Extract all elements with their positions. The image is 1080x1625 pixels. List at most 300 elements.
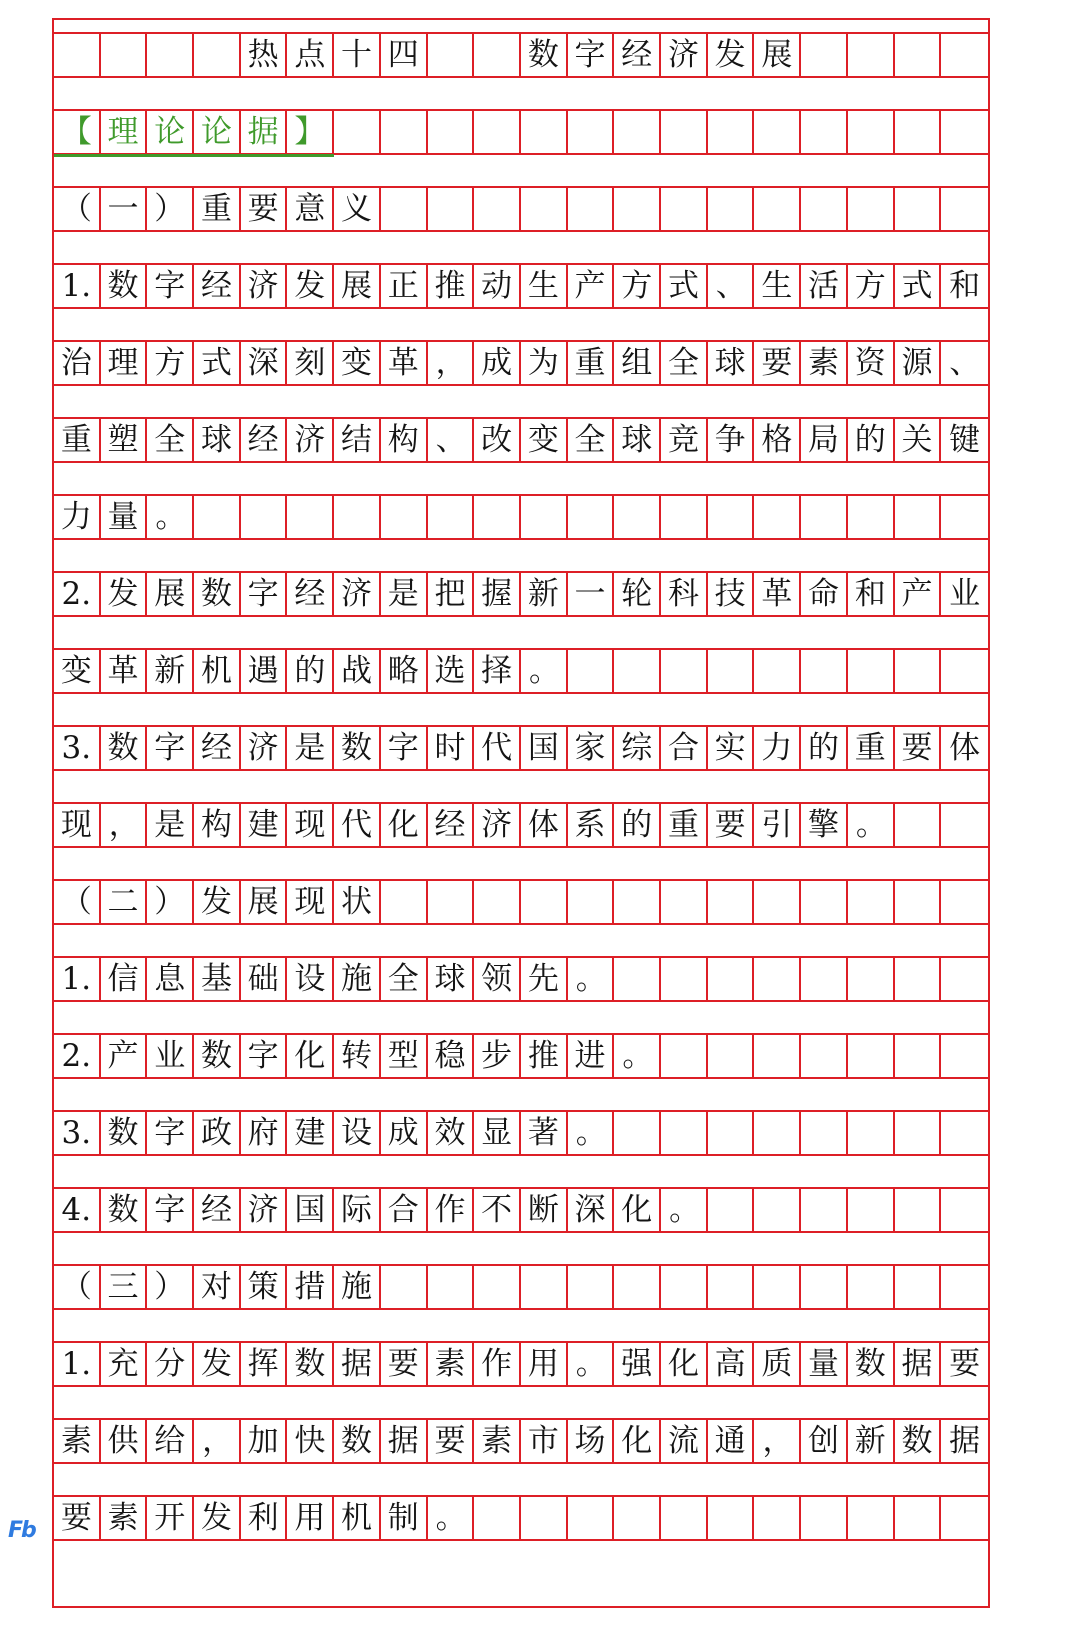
grid-cell-empty xyxy=(941,1497,988,1539)
grid-cell-empty xyxy=(614,1497,661,1539)
character-text: 先 xyxy=(527,960,559,997)
grid-character xyxy=(241,958,288,1000)
grid-character xyxy=(521,727,568,769)
grid-character xyxy=(895,1343,942,1385)
grid-row xyxy=(54,1264,988,1310)
character-text: 展 xyxy=(247,883,279,920)
grid-cell-empty xyxy=(755,111,802,153)
character-text: （ xyxy=(60,1268,92,1305)
grid-cell-empty xyxy=(614,958,661,1000)
character-text: 策 xyxy=(247,1268,279,1305)
grid-row xyxy=(54,32,988,78)
grid-row xyxy=(54,648,988,694)
character-text: 变 xyxy=(527,421,559,458)
character-text: 化 xyxy=(621,1191,653,1228)
grid-character xyxy=(147,1343,194,1385)
character-text: 数 xyxy=(107,729,139,766)
grid-character xyxy=(194,881,241,923)
grid-character xyxy=(521,958,568,1000)
grid-character xyxy=(708,573,755,615)
grid-character xyxy=(101,573,148,615)
character-text: 推 xyxy=(434,267,466,304)
character-text: 供 xyxy=(107,1422,139,1459)
character-text: 、 xyxy=(715,267,747,304)
grid-character xyxy=(474,1189,521,1231)
grid-character xyxy=(101,1343,148,1385)
grid-cell-empty xyxy=(801,1035,848,1077)
grid-cell-empty xyxy=(848,1112,895,1154)
character-text: 力 xyxy=(60,498,92,535)
grid-character xyxy=(801,1343,848,1385)
grid-character xyxy=(848,727,895,769)
character-text: 论 xyxy=(154,113,186,150)
grid-character xyxy=(521,342,568,384)
character-text: 选 xyxy=(434,652,466,689)
grid-character xyxy=(288,881,335,923)
grid-character xyxy=(848,573,895,615)
grid-character xyxy=(661,265,708,307)
grid-character xyxy=(194,958,241,1000)
character-text: 快 xyxy=(294,1422,326,1459)
character-text: 热 xyxy=(247,36,279,73)
character-text: 遇 xyxy=(247,652,279,689)
character-text: 全 xyxy=(574,421,606,458)
character-text: 键 xyxy=(949,421,981,458)
character-text: 信 xyxy=(107,960,139,997)
grid-character xyxy=(54,1035,101,1077)
grid-row xyxy=(54,802,988,848)
grid-character xyxy=(661,804,708,846)
grid-cell-empty xyxy=(568,188,615,230)
character-text: 化 xyxy=(621,1422,653,1459)
grid-character xyxy=(241,342,288,384)
grid-character xyxy=(474,958,521,1000)
character-text: 新 xyxy=(527,575,559,612)
character-text: 素 xyxy=(60,1422,92,1459)
grid-cell-empty xyxy=(614,1266,661,1308)
grid-cell-empty xyxy=(428,881,475,923)
character-text: 、 xyxy=(435,421,467,458)
grid-cell-empty xyxy=(848,1189,895,1231)
grid-character xyxy=(801,804,848,846)
grid-cell-empty xyxy=(801,1266,848,1308)
grid-character xyxy=(241,727,288,769)
grid-cell-empty xyxy=(755,496,802,538)
character-text: 建 xyxy=(247,806,279,843)
character-text: 经 xyxy=(434,806,466,843)
grid-character xyxy=(801,727,848,769)
character-text: 展 xyxy=(341,267,373,304)
grid-cell-empty xyxy=(614,650,661,692)
character-text: 要 xyxy=(949,1345,981,1382)
grid-character xyxy=(708,804,755,846)
grid-character xyxy=(755,804,802,846)
grid-character xyxy=(614,419,661,461)
character-text: 质 xyxy=(761,1345,793,1382)
grid-cell-empty xyxy=(801,1497,848,1539)
grid-character xyxy=(568,958,615,1000)
grid-character xyxy=(474,265,521,307)
grid-character xyxy=(334,1112,381,1154)
grid-cell-empty xyxy=(848,881,895,923)
character-text: 理 xyxy=(107,113,139,150)
grid-character xyxy=(54,727,101,769)
character-text: 是 xyxy=(294,729,326,766)
character-text: 式 xyxy=(667,267,699,304)
grid-character xyxy=(801,419,848,461)
character-text: 全 xyxy=(667,344,699,381)
character-text: 挥 xyxy=(247,1345,279,1382)
character-text: 局 xyxy=(808,421,840,458)
character-text: 竞 xyxy=(667,421,699,458)
character-text: 要 xyxy=(387,1345,419,1382)
grid-cell-empty xyxy=(941,1035,988,1077)
grid-character xyxy=(288,1420,335,1462)
grid-character xyxy=(334,1420,381,1462)
grid-character xyxy=(241,804,288,846)
character-text: 数 xyxy=(341,1422,373,1459)
character-text: 充 xyxy=(107,1345,139,1382)
grid-character xyxy=(54,804,101,846)
character-text: 济 xyxy=(247,1191,279,1228)
character-text: 素 xyxy=(808,344,840,381)
grid-cell-empty xyxy=(101,34,148,76)
grid-cell-empty xyxy=(474,881,521,923)
character-text: 革 xyxy=(761,575,793,612)
grid-character xyxy=(194,1112,241,1154)
character-text: 素 xyxy=(107,1499,139,1536)
character-text: 擎 xyxy=(808,806,840,843)
grid-cell-empty xyxy=(895,1266,942,1308)
grid-character xyxy=(334,573,381,615)
character-text: 要 xyxy=(901,729,933,766)
grid-row xyxy=(54,494,988,540)
grid-character xyxy=(194,1420,241,1462)
character-text: 府 xyxy=(247,1114,279,1151)
grid-character xyxy=(147,727,194,769)
grid-character xyxy=(334,804,381,846)
character-text: 数 xyxy=(200,1037,232,1074)
grid-cell-empty xyxy=(708,650,755,692)
grid-cell-empty xyxy=(521,111,568,153)
grid-cell-empty xyxy=(941,881,988,923)
brand-logo: Fb xyxy=(8,1518,35,1543)
grid-character xyxy=(614,265,661,307)
grid-cell-empty xyxy=(708,188,755,230)
character-text: 【 xyxy=(60,113,92,150)
character-text: 和 xyxy=(949,267,981,304)
grid-cell-empty xyxy=(801,496,848,538)
grid-cell-empty xyxy=(941,1266,988,1308)
character-text: 场 xyxy=(574,1422,606,1459)
grid-character xyxy=(428,1035,475,1077)
grid-cell-empty xyxy=(708,1497,755,1539)
character-text: 现 xyxy=(294,883,326,920)
grid-character xyxy=(848,265,895,307)
character-text: 数 xyxy=(107,1114,139,1151)
character-text: 一 xyxy=(574,575,606,612)
grid-character xyxy=(848,342,895,384)
grid-row xyxy=(54,263,988,309)
character-text: 字 xyxy=(154,267,186,304)
grid-character xyxy=(568,804,615,846)
grid-character xyxy=(381,1112,428,1154)
character-text: 把 xyxy=(434,575,466,612)
grid-cell-empty xyxy=(568,1266,615,1308)
character-text: 产 xyxy=(574,267,606,304)
grid-character xyxy=(334,419,381,461)
grid-character xyxy=(101,1112,148,1154)
grid-cell-empty xyxy=(428,34,475,76)
character-text: 利 xyxy=(247,1499,279,1536)
character-text: 重 xyxy=(200,190,232,227)
grid-character xyxy=(381,958,428,1000)
character-text: 型 xyxy=(387,1037,419,1074)
grid-character xyxy=(147,881,194,923)
character-text: 实 xyxy=(714,729,746,766)
grid-cell-empty xyxy=(381,1266,428,1308)
grid-character xyxy=(568,34,615,76)
character-text: 家 xyxy=(574,729,606,766)
character-text: 球 xyxy=(434,960,466,997)
character-text: 合 xyxy=(387,1191,419,1228)
character-text: 战 xyxy=(341,652,373,689)
grid-cell-empty xyxy=(568,881,615,923)
character-text: 经 xyxy=(200,1191,232,1228)
grid-character xyxy=(147,1497,194,1539)
grid-character xyxy=(194,265,241,307)
grid-character xyxy=(614,727,661,769)
grid-cell-empty xyxy=(755,1497,802,1539)
grid-character xyxy=(848,419,895,461)
grid-character xyxy=(428,419,475,461)
character-text: 新 xyxy=(154,652,186,689)
grid-character xyxy=(288,342,335,384)
grid-character xyxy=(614,1189,661,1231)
grid-character xyxy=(521,650,568,692)
grid-row xyxy=(54,186,988,232)
grid-character xyxy=(54,958,101,1000)
grid-character xyxy=(54,1266,101,1308)
grid-cell-empty xyxy=(614,1112,661,1154)
heading-underline xyxy=(54,154,334,157)
grid-character xyxy=(941,573,988,615)
character-text: 。 xyxy=(622,1037,654,1074)
grid-character xyxy=(568,265,615,307)
grid-cell-empty xyxy=(755,1035,802,1077)
character-text: 1. xyxy=(61,1345,92,1382)
character-text: 。 xyxy=(575,1345,607,1382)
character-text: （ xyxy=(60,883,92,920)
character-text: 流 xyxy=(667,1422,699,1459)
grid-character xyxy=(101,1420,148,1462)
grid-character xyxy=(101,1189,148,1231)
character-text: 著 xyxy=(527,1114,559,1151)
grid-character xyxy=(381,265,428,307)
character-text: 科 xyxy=(667,575,699,612)
grid-character xyxy=(661,1343,708,1385)
grid-cell-empty xyxy=(941,1189,988,1231)
grid-character xyxy=(521,573,568,615)
grid-cell-empty xyxy=(708,1189,755,1231)
character-text: 球 xyxy=(714,344,746,381)
grid-cell-empty xyxy=(755,650,802,692)
grid-character xyxy=(428,650,475,692)
grid-cell-empty xyxy=(428,188,475,230)
grid-character xyxy=(708,34,755,76)
grid-cell-empty xyxy=(848,650,895,692)
character-text: 制 xyxy=(387,1499,419,1536)
grid-character xyxy=(801,342,848,384)
grid-character xyxy=(474,1035,521,1077)
character-text: 重 xyxy=(60,421,92,458)
character-text: 、 xyxy=(949,344,981,381)
grid-character xyxy=(428,1112,475,1154)
grid-character xyxy=(241,1343,288,1385)
grid-character xyxy=(241,1497,288,1539)
grid-character xyxy=(941,419,988,461)
grid-cell-empty xyxy=(428,1266,475,1308)
character-text: 重 xyxy=(574,344,606,381)
character-text: 。 xyxy=(575,1114,607,1151)
character-text: 】 xyxy=(294,113,326,150)
grid-cell-empty xyxy=(801,188,848,230)
grid-character xyxy=(521,1035,568,1077)
grid-character xyxy=(568,342,615,384)
character-text: 济 xyxy=(667,36,699,73)
character-text: 全 xyxy=(154,421,186,458)
grid-character xyxy=(241,1189,288,1231)
character-text: 化 xyxy=(667,1345,699,1382)
grid-row xyxy=(54,1341,988,1387)
character-text: 要 xyxy=(60,1499,92,1536)
grid-character xyxy=(288,1035,335,1077)
grid-character xyxy=(54,573,101,615)
character-text: 字 xyxy=(154,729,186,766)
character-text: 方 xyxy=(154,344,186,381)
grid-cell-empty xyxy=(708,881,755,923)
grid-character xyxy=(521,34,568,76)
grid-character xyxy=(381,650,428,692)
grid-character xyxy=(241,573,288,615)
character-text: 经 xyxy=(294,575,326,612)
grid-character xyxy=(568,1420,615,1462)
grid-character xyxy=(334,1189,381,1231)
grid-character xyxy=(895,419,942,461)
character-text: 源 xyxy=(901,344,933,381)
character-text: 体 xyxy=(527,806,559,843)
grid-character xyxy=(614,1420,661,1462)
character-text: 国 xyxy=(294,1191,326,1228)
grid-character xyxy=(241,1266,288,1308)
character-text: 政 xyxy=(200,1114,232,1151)
grid-cell-empty xyxy=(801,34,848,76)
grid-character xyxy=(334,958,381,1000)
character-text: 1. xyxy=(61,267,92,304)
character-text: 建 xyxy=(294,1114,326,1151)
grid-character xyxy=(708,1343,755,1385)
character-text: 全 xyxy=(387,960,419,997)
character-text: 十 xyxy=(341,36,373,73)
grid-row xyxy=(54,956,988,1002)
character-text: 深 xyxy=(574,1191,606,1228)
character-text: 革 xyxy=(107,652,139,689)
character-text: 数 xyxy=(107,1191,139,1228)
character-text: 经 xyxy=(247,421,279,458)
grid-cell-empty xyxy=(895,496,942,538)
grid-character xyxy=(147,573,194,615)
grid-character xyxy=(895,727,942,769)
grid-character xyxy=(101,496,148,538)
grid-character xyxy=(288,958,335,1000)
grid-character xyxy=(568,1343,615,1385)
grid-character xyxy=(241,881,288,923)
grid-character xyxy=(54,1420,101,1462)
character-text: 加 xyxy=(247,1422,279,1459)
grid-cell-empty xyxy=(801,958,848,1000)
grid-cell-empty xyxy=(661,1497,708,1539)
character-text: 构 xyxy=(387,421,419,458)
grid-character xyxy=(428,342,475,384)
character-text: 转 xyxy=(341,1037,373,1074)
grid-character xyxy=(288,34,335,76)
character-text: 展 xyxy=(154,575,186,612)
grid-character xyxy=(101,111,148,153)
grid-cell-empty xyxy=(755,188,802,230)
grid-character xyxy=(474,1343,521,1385)
character-text: 轮 xyxy=(621,575,653,612)
character-text: 施 xyxy=(341,1268,373,1305)
grid-character xyxy=(474,727,521,769)
grid-character xyxy=(54,265,101,307)
grid-cell-empty xyxy=(381,188,428,230)
character-text: 化 xyxy=(294,1037,326,1074)
grid-cell-empty xyxy=(334,111,381,153)
grid-row xyxy=(54,109,988,155)
grid-character xyxy=(755,419,802,461)
character-text: 要 xyxy=(247,190,279,227)
character-text: 。 xyxy=(575,960,607,997)
grid-character xyxy=(661,573,708,615)
character-text: 。 xyxy=(529,652,560,689)
grid-character xyxy=(614,34,661,76)
character-text: 是 xyxy=(154,806,186,843)
grid-character xyxy=(474,342,521,384)
grid-cell-empty xyxy=(241,496,288,538)
grid-character xyxy=(101,1035,148,1077)
character-text: 代 xyxy=(481,729,513,766)
character-text: 分 xyxy=(154,1345,186,1382)
grid-cell-empty xyxy=(755,1112,802,1154)
grid-character xyxy=(428,727,475,769)
grid-cell-empty xyxy=(381,111,428,153)
character-text: 握 xyxy=(481,575,513,612)
grid-cell-empty xyxy=(895,111,942,153)
character-text: 设 xyxy=(341,1114,373,1151)
character-text: 创 xyxy=(808,1422,840,1459)
grid-character xyxy=(288,111,335,153)
grid-cell-empty xyxy=(428,111,475,153)
grid-character xyxy=(941,1420,988,1462)
grid-character xyxy=(288,573,335,615)
grid-cell-empty xyxy=(708,496,755,538)
character-text: （ xyxy=(60,190,92,227)
character-text: 结 xyxy=(341,421,373,458)
grid-character xyxy=(474,650,521,692)
character-text: 变 xyxy=(341,344,373,381)
grid-character xyxy=(194,342,241,384)
grid-cell-empty xyxy=(755,1266,802,1308)
